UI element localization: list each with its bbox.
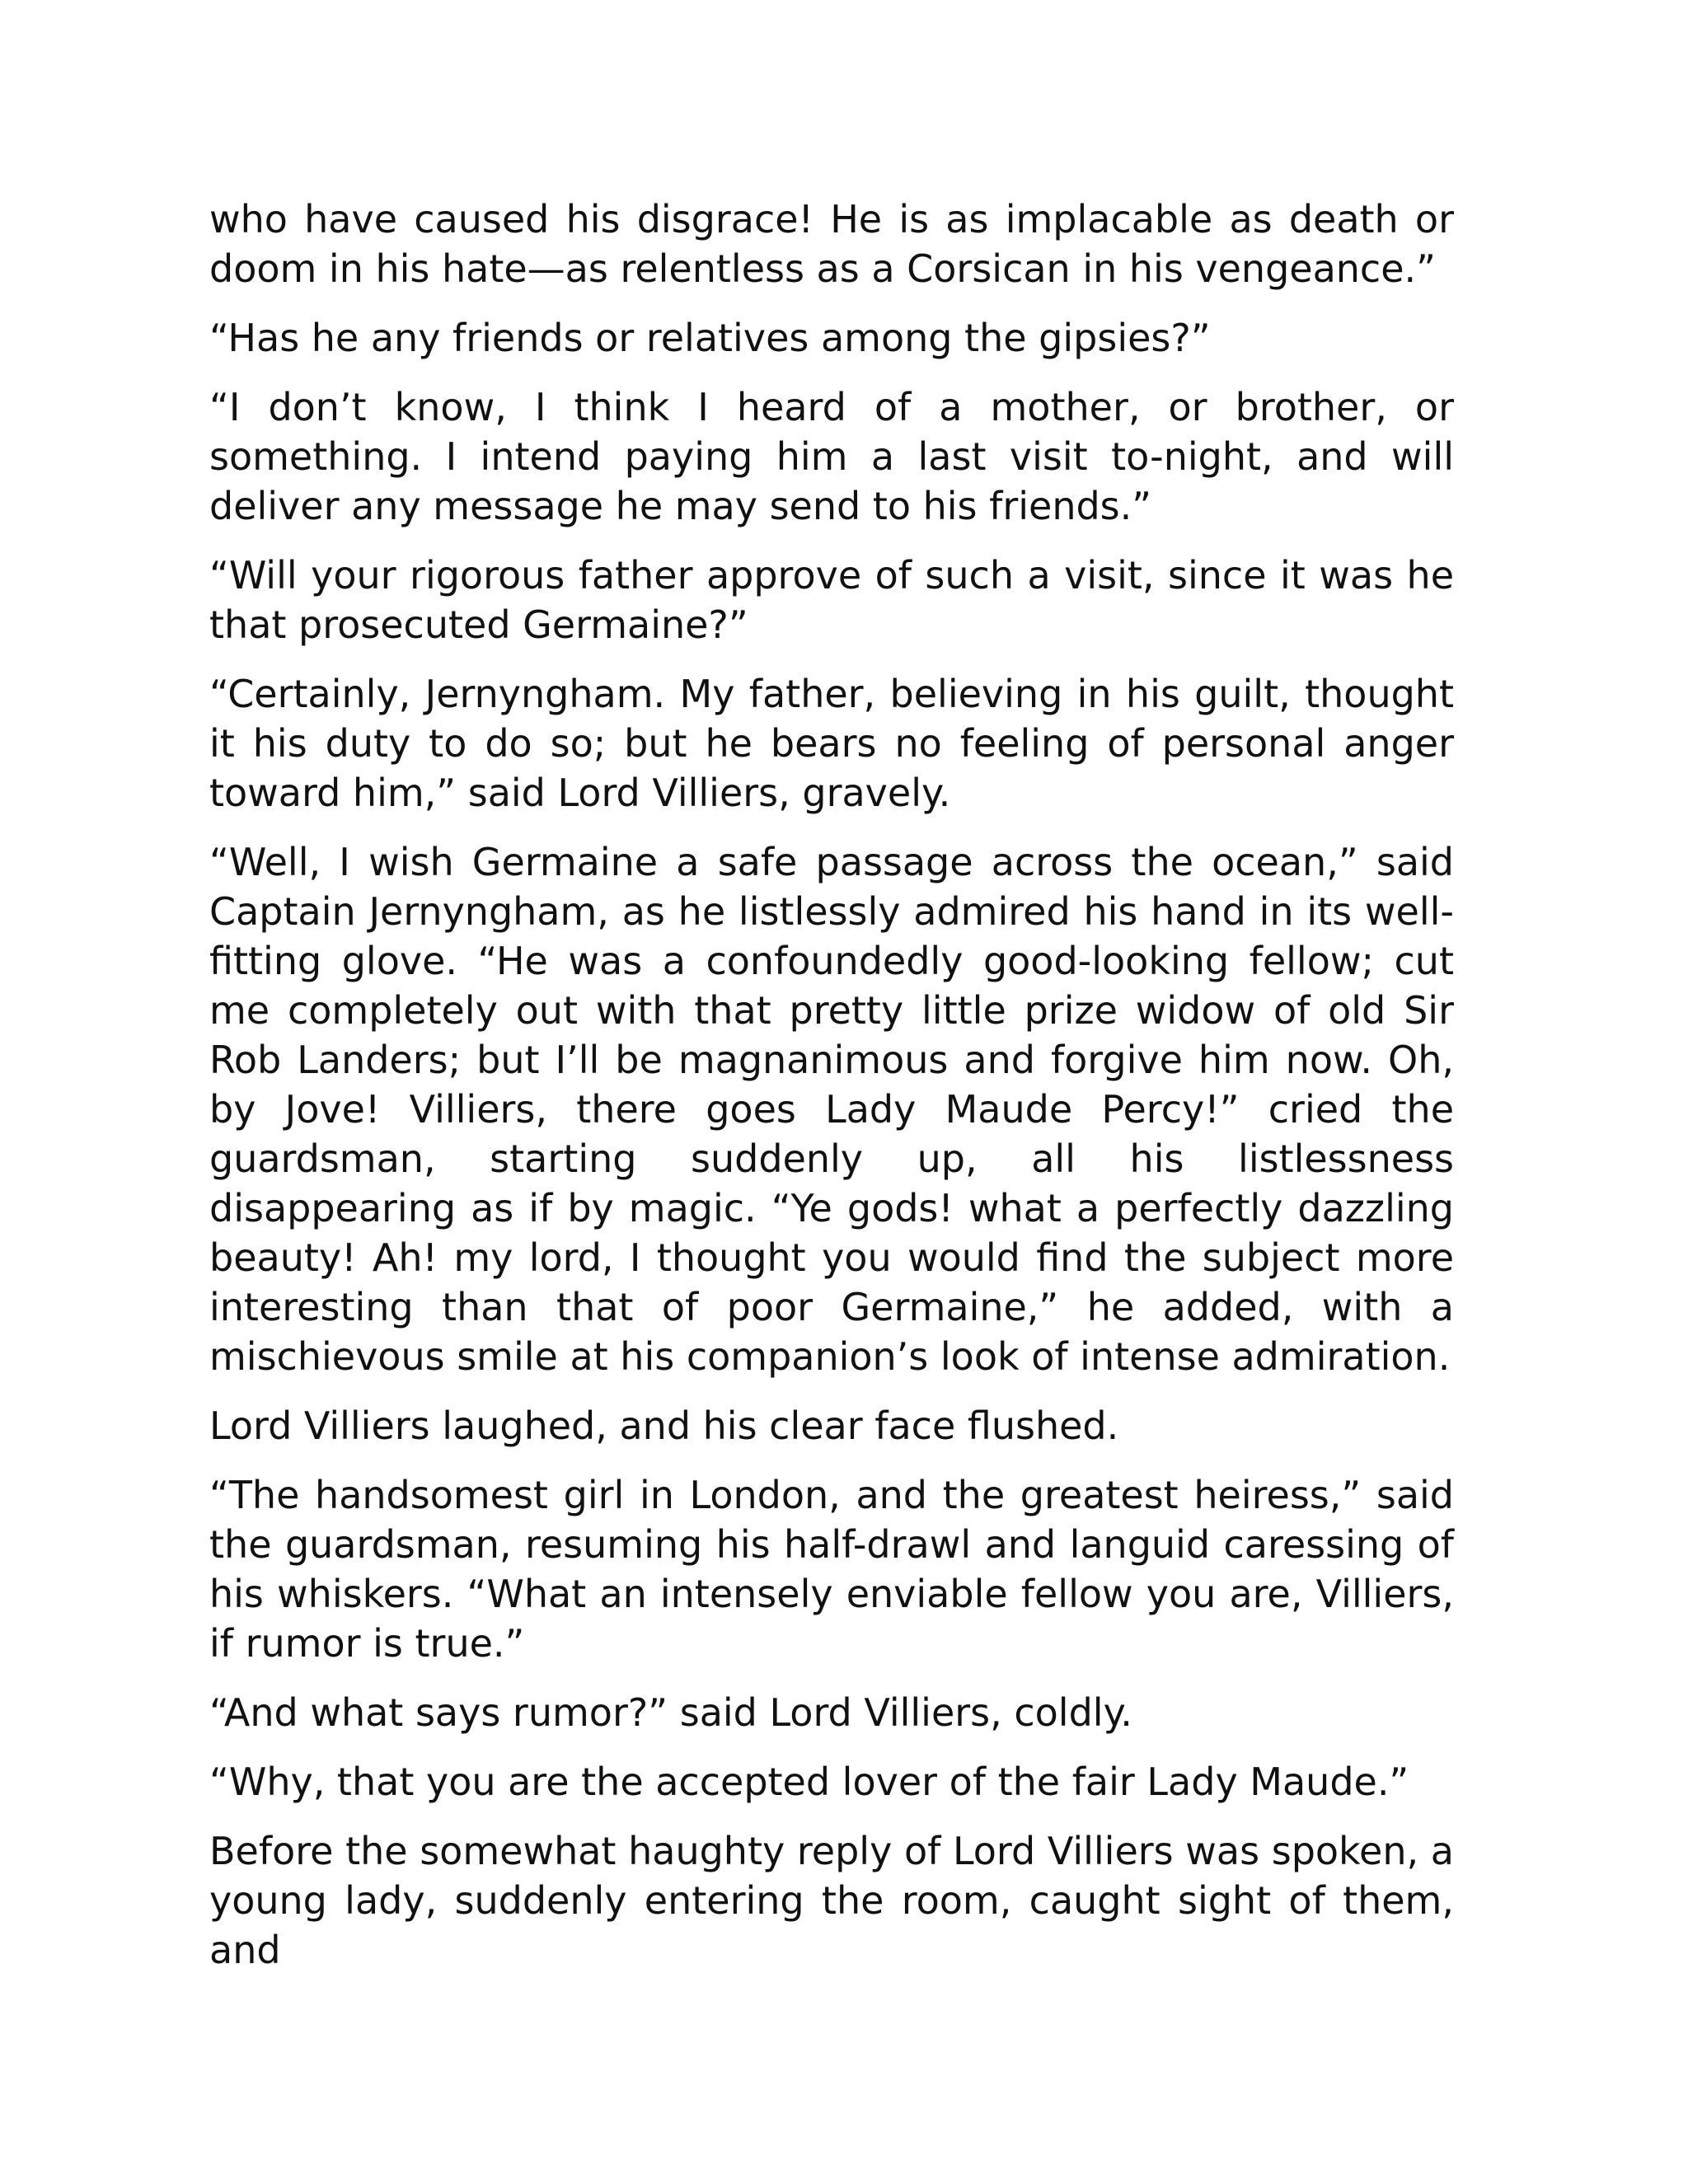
paragraph-10: “Why, that you are the accepted lover of the fair Lady Maude.” xyxy=(209,1760,1409,1804)
paragraph-5: “Certainly, Jernyngham. My father, believing in his guilt, thought it his duty to do so; but he bears no feeling of personal anger toward him,” said Lord Villiers, gravely. xyxy=(209,672,1454,815)
paragraph-3: “I don’t know, I think I heard of a mother, or brother, or something. I intend paying him a last visit to-night, and will deliver any message he may send to his friends.” xyxy=(209,385,1454,528)
paragraph-6: “Well, I wish Germaine a safe passage across the ocean,” said Captain Jernyngham, as he listlessly admired his hand in its well-fitting glove. “He was a confoundedly good-looking fellow; cut me completely out with that pretty little prize widow of old Sir Rob Landers; but I’ll be magnanimous and forgive him now. Oh, by Jove! Villiers, there goes Lady Maude Percy!” cried the guardsman, starting suddenly up, all his listlessness disappearing as if by magic. “Ye gods! what a perfectly dazzling beauty! Ah! my lord, I thought you would find the subject more interesting than that of poor Germaine,” he added, with a mischievous smile at his companion’s look of intense admiration. xyxy=(209,840,1454,1379)
paragraph-2: “Has he any friends or relatives among the gipsies?” xyxy=(209,316,1211,360)
paragraph-4: “Will your rigorous father approve of such a visit, since it was he that prosecuted Germaine?” xyxy=(209,553,1454,647)
paragraph-11: Before the somewhat haughty reply of Lord Villiers was spoken, a young lady, suddenly entering the room, caught sight of them, and xyxy=(209,1829,1454,1972)
paragraph-9: “And what says rumor?” said Lord Villiers, coldly. xyxy=(209,1690,1132,1735)
body-text xyxy=(209,194,1454,1994)
paragraph-7: Lord Villiers laughed, and his clear face flushed. xyxy=(209,1404,1119,1448)
paragraph-8: “The handsomest girl in London, and the greatest heiress,” said the guardsman, resuming his half-drawl and languid caressing of his whiskers. “What an intensely enviable fellow you are, Villiers, if rumor is true.” xyxy=(209,1473,1454,1666)
paragraph-1: who have caused his disgrace! He is as implacable as death or doom in his hate—as relentless as a Corsican in his vengeance.” xyxy=(209,197,1454,291)
